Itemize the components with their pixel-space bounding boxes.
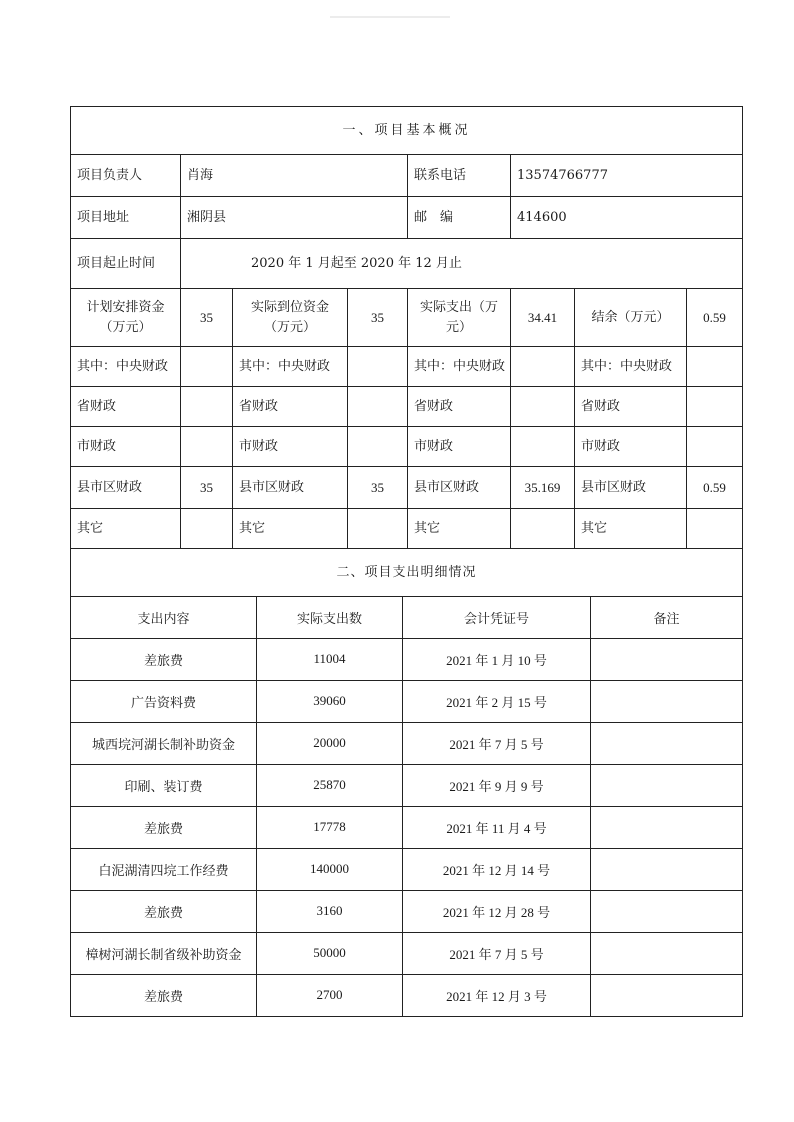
fund-source-label: 县市区财政 <box>233 467 348 509</box>
expense-amount: 11004 <box>257 638 403 680</box>
fund-source-label: 省财政 <box>408 387 511 427</box>
fund-value <box>181 509 233 549</box>
table-row <box>71 932 743 974</box>
received-funds-label: 实际到位资金（万元） <box>233 289 348 347</box>
table-row <box>71 806 743 848</box>
planned-funds-value: 35 <box>181 289 233 347</box>
column-header: 会计凭证号 <box>403 596 591 638</box>
expense-amount: 17778 <box>257 806 403 848</box>
expense-detail-table <box>70 596 743 1017</box>
fund-value <box>348 387 408 427</box>
expense-note <box>591 764 743 806</box>
table-row <box>71 722 743 764</box>
funds-row-other <box>71 509 743 549</box>
fund-value: 0.59 <box>687 467 743 509</box>
voucher-number: 2021 年 7 月 5 号 <box>403 932 591 974</box>
expense-amount: 3160 <box>257 890 403 932</box>
period-label: 项目起止时间 <box>71 239 181 289</box>
address-label: 项目地址 <box>71 197 181 239</box>
expense-content: 差旅费 <box>71 638 257 680</box>
expense-content: 差旅费 <box>71 974 257 1016</box>
section1-title: 一、项目基本概况 <box>71 107 743 155</box>
table-row <box>71 680 743 722</box>
fund-source-label: 市财政 <box>575 427 687 467</box>
fund-source-label: 其它 <box>408 509 511 549</box>
fund-source-label: 其它 <box>575 509 687 549</box>
table-row <box>71 764 743 806</box>
column-header: 实际支出数 <box>257 596 403 638</box>
fund-value <box>687 509 743 549</box>
fund-value <box>687 347 743 387</box>
fund-source-label: 省财政 <box>233 387 348 427</box>
fund-value <box>181 387 233 427</box>
fund-source-label: 其中：中央财政 <box>71 347 181 387</box>
balance-label: 结余（万元） <box>575 289 687 347</box>
fund-source-label: 其中：中央财政 <box>408 347 511 387</box>
fund-source-label: 省财政 <box>71 387 181 427</box>
table-row <box>71 974 743 1016</box>
funds-row-city <box>71 427 743 467</box>
fund-value: 35 <box>348 467 408 509</box>
fund-value <box>511 347 575 387</box>
fund-value <box>348 509 408 549</box>
funds-row-central <box>71 347 743 387</box>
fund-source-label: 市财政 <box>233 427 348 467</box>
table-row <box>71 890 743 932</box>
expense-amount: 39060 <box>257 680 403 722</box>
expense-content: 广告资料费 <box>71 680 257 722</box>
expense-note <box>591 932 743 974</box>
fund-source-label: 其它 <box>233 509 348 549</box>
fund-source-label: 县市区财政 <box>408 467 511 509</box>
expense-content: 差旅费 <box>71 890 257 932</box>
fund-value <box>348 427 408 467</box>
fund-source-label: 市财政 <box>71 427 181 467</box>
table-header-row <box>71 596 743 638</box>
expense-content: 差旅费 <box>71 806 257 848</box>
voucher-number: 2021 年 12 月 28 号 <box>403 890 591 932</box>
expense-amount: 25870 <box>257 764 403 806</box>
balance-value: 0.59 <box>687 289 743 347</box>
manager-value: 肖海 <box>181 155 408 197</box>
expense-note <box>591 638 743 680</box>
spent-funds-label: 实际支出（万元） <box>408 289 511 347</box>
planned-funds-label: 计划安排资金（万元） <box>71 289 181 347</box>
fund-source-label: 市财政 <box>408 427 511 467</box>
postcode-label: 邮 编 <box>408 197 511 239</box>
column-header: 备注 <box>591 596 743 638</box>
form-container <box>70 106 742 1017</box>
voucher-number: 2021 年 1 月 10 号 <box>403 638 591 680</box>
expense-content: 白泥湖清四垸工作经费 <box>71 848 257 890</box>
funds-row-county <box>71 467 743 509</box>
fund-source-label: 省财政 <box>575 387 687 427</box>
postcode-value: 414600 <box>511 197 743 239</box>
expense-amount: 50000 <box>257 932 403 974</box>
fund-value: 35.169 <box>511 467 575 509</box>
column-header: 支出内容 <box>71 596 257 638</box>
fund-value <box>511 509 575 549</box>
address-value: 湘阴县 <box>181 197 408 239</box>
fund-value <box>687 387 743 427</box>
period-value: 2020 年 1 月起至 2020 年 12 月止 <box>181 239 743 289</box>
fund-value: 35 <box>181 467 233 509</box>
funds-row-provincial <box>71 387 743 427</box>
fund-source-label: 其中：中央财政 <box>575 347 687 387</box>
expense-note <box>591 890 743 932</box>
voucher-number: 2021 年 12 月 14 号 <box>403 848 591 890</box>
expense-content: 城西垸河湖长制补助资金 <box>71 722 257 764</box>
expense-content: 樟树河湖长制省级补助资金 <box>71 932 257 974</box>
phone-label: 联系电话 <box>408 155 511 197</box>
expense-note <box>591 848 743 890</box>
phone-value: 13574766777 <box>511 155 743 197</box>
expense-amount: 2700 <box>257 974 403 1016</box>
expense-note <box>591 806 743 848</box>
expense-note <box>591 974 743 1016</box>
manager-label: 项目负责人 <box>71 155 181 197</box>
fund-value <box>687 427 743 467</box>
fund-source-label: 县市区财政 <box>575 467 687 509</box>
fund-source-label: 其中：中央财政 <box>233 347 348 387</box>
table-row <box>71 848 743 890</box>
expense-content: 印刷、装订费 <box>71 764 257 806</box>
expense-amount: 20000 <box>257 722 403 764</box>
scan-artifact <box>330 16 450 18</box>
expense-amount: 140000 <box>257 848 403 890</box>
voucher-number: 2021 年 12 月 3 号 <box>403 974 591 1016</box>
table-row <box>71 638 743 680</box>
voucher-number: 2021 年 9 月 9 号 <box>403 764 591 806</box>
fund-value <box>511 387 575 427</box>
voucher-number: 2021 年 7 月 5 号 <box>403 722 591 764</box>
fund-value <box>181 347 233 387</box>
fund-value <box>181 427 233 467</box>
fund-value <box>348 347 408 387</box>
fund-source-label: 其它 <box>71 509 181 549</box>
voucher-number: 2021 年 11 月 4 号 <box>403 806 591 848</box>
received-funds-value: 35 <box>348 289 408 347</box>
project-overview-table <box>70 106 743 597</box>
spent-funds-value: 34.41 <box>511 289 575 347</box>
expense-note <box>591 722 743 764</box>
expense-note <box>591 680 743 722</box>
fund-source-label: 县市区财政 <box>71 467 181 509</box>
section2-title: 二、项目支出明细情况 <box>71 549 743 597</box>
voucher-number: 2021 年 2 月 15 号 <box>403 680 591 722</box>
fund-value <box>511 427 575 467</box>
